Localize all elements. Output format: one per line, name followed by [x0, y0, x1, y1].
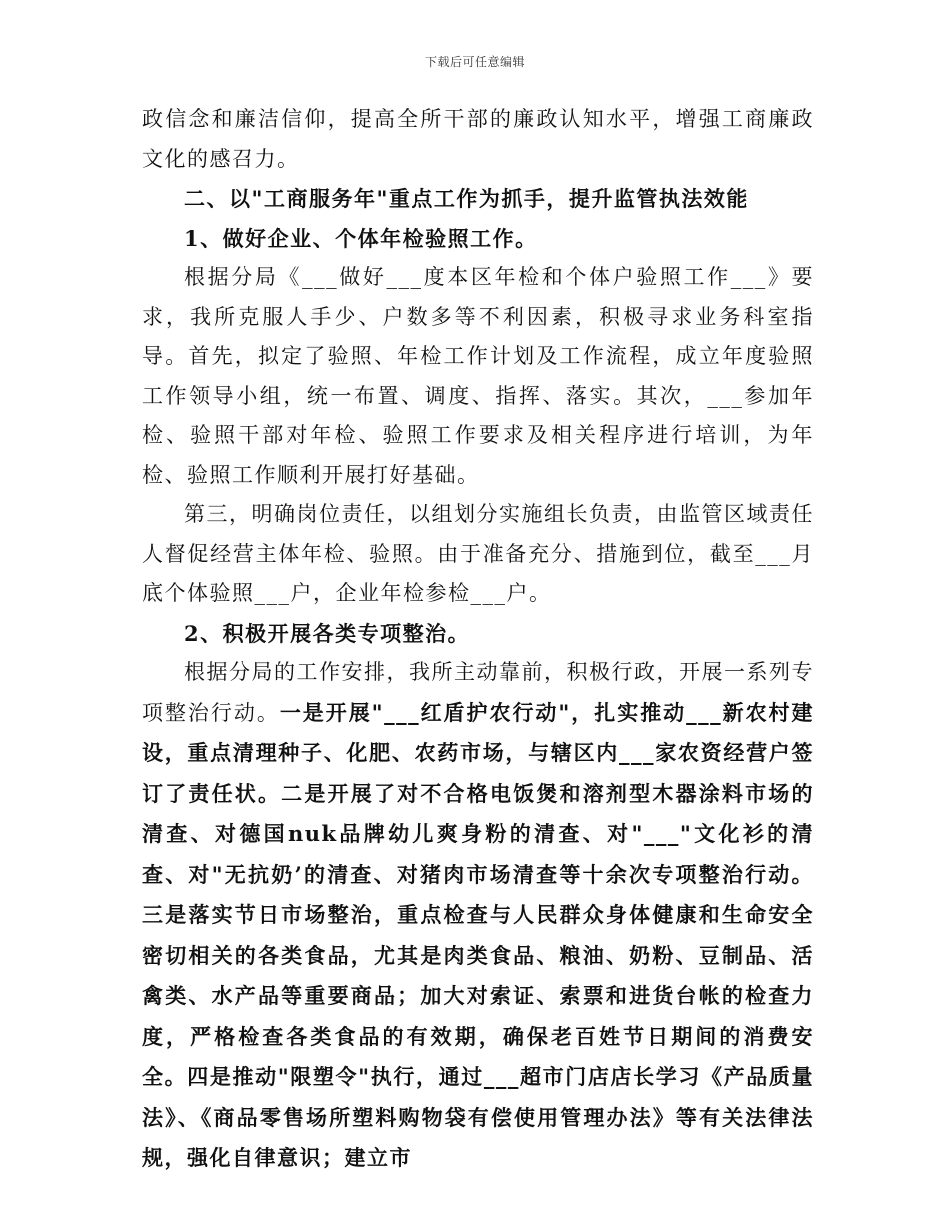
paragraph-continuation: 政信念和廉洁信仰，提高全所干部的廉政认知水平，增强工商廉政文化的感召力。: [142, 107, 814, 171]
subsection-heading-1: 1、做好企业、个体年检验照工作。: [184, 225, 538, 251]
paragraph-post-responsibility: 第三，明确岗位责任，以组划分实施组长负责，由监管区域责任人督促经营主体年检、验照。由于准备充分、措施到位，截至___月底个体验照___户，企业年检参检___户。: [142, 502, 814, 605]
paragraph-intro-text: 根据分局的工作安排，我所主动靠前，积极行政，开展一系列专项整治行动。: [142, 660, 814, 725]
document-body: [142, 100, 814, 1179]
section-heading: 二、以"工商服务年"重点工作为抓手，提升监管执法效能: [184, 186, 749, 211]
paragraph-special-rectification: [142, 653, 814, 1179]
page-header: 下载后可任意编辑: [424, 55, 525, 69]
paragraph-annual-inspection: 根据分局《___做好___度本区年检和个体户验照工作___》要求，我所克服人手少、户数多等不利因素，积极寻求业务科室指导。首先，拟定了验照、年检工作计划及工作流程，成立年度验照工作领导小组，统一布置、调度、指挥、落实。其次，___参加年检、验照干部对年检、验照工作要求及相关程序进行培训，为年检、验照工作顺利开展打好基础。: [142, 265, 814, 487]
subsection-heading-2: 2、积极开展各类专项整治。: [184, 620, 471, 646]
paragraph-bold-text: 一是开展"___红盾护农行动"，扎实推动___新农村建设，重点清理种子、化肥、农药市场，与辖区内___家农资经营户签订了责任状。二是开展了对不合格电饭煲和溶剂型木器涂料市场的清查、对德国nuk品牌幼儿爽身粉的清查、对"___"文化衫的清查、对"无抗奶’的清查、对猪肉市场清查等十余次专项整治行动。三是落实节日市场整治，重点检查与人民群众身体健康和生命安全密切相关的各类食品，尤其是肉类食品、粮油、奶粉、豆制品、活禽类、水产品等重要商品；加大对索证、索票和进货台帐的检查力度，严格检查各类食品的有效期，确保老百姓节日期间的消费安全。四是推动"限塑令"执行，通过___超市门店店长学习《产品质量法》、《商品零售场所塑料购物袋有偿使用管理办法》等有关法律法规，强化自律意识；建立市: [142, 699, 814, 1170]
